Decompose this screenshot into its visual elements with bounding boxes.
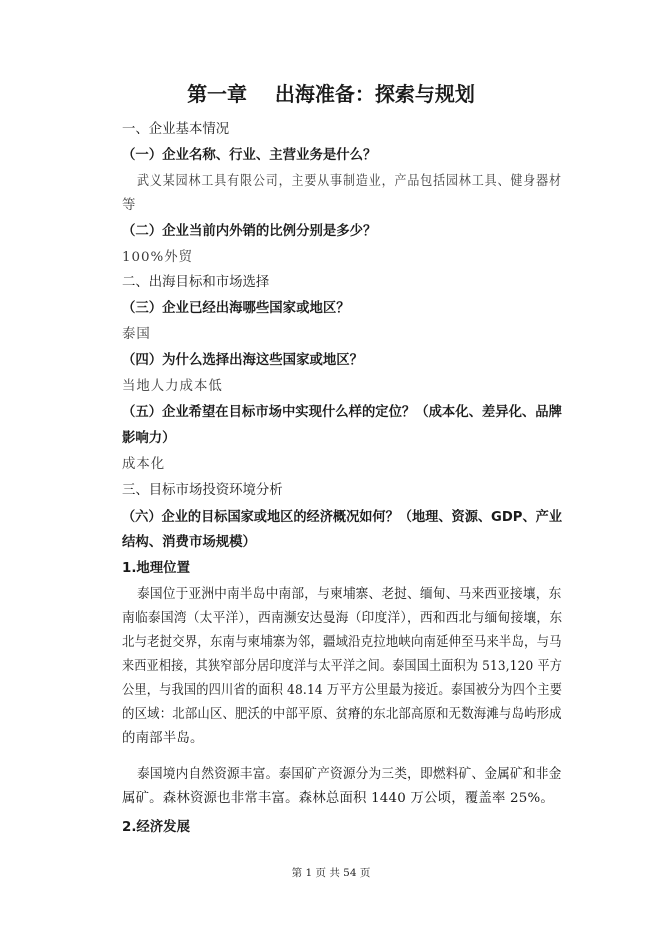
- paragraph-1-line-1: 泰国位于亚洲中南半岛中南部，与柬埔寨、老挝、缅甸、马来西亚接壤，东: [137, 587, 562, 602]
- answer-5: 成本化: [122, 457, 166, 472]
- paragraph-1-line-2: 南临泰国湾（太平洋），西南濒安达曼海（印度洋），西和西北与缅甸接壤，东: [122, 611, 563, 626]
- question-4: （四）为什么选择出海这些国家或地区？: [122, 353, 364, 368]
- answer-2: 100%外贸: [122, 250, 194, 265]
- question-2: （二）企业当前内外销的比例分别是多少？: [122, 224, 377, 239]
- paragraph-1-line-5: 公里，与我国的四川省的面积 48.14 万平方公里最为接近。泰国被分为四个主要: [122, 683, 563, 698]
- subheading-economy: 2.经济发展: [122, 820, 190, 835]
- section-heading-1: 一、企业基本情况: [122, 122, 230, 137]
- chapter-title: 第一章 出海准备：探索与规划: [187, 82, 475, 106]
- answer-4: 当地人力成本低: [122, 379, 223, 394]
- paragraph-1-line-4: 来西亚相接，其狭窄部分居印度洋与太平洋之间。泰国国土面积为 513,120 平方: [122, 659, 563, 674]
- paragraph-1-line-6: 的区域：北部山区、肥沃的中部平原、贫瘠的东北部高原和无数海滩与岛屿形成: [122, 707, 562, 722]
- question-6-line-2: 结构、消费市场规模）: [122, 535, 256, 550]
- paragraph-2-line-2: 属矿。森林资源也非常丰富。森林总面积 1440 万公顷，覆盖率 25%。: [122, 791, 554, 806]
- section-heading-3: 三、目标市场投资环境分析: [122, 483, 283, 498]
- question-6-line-1: （六）企业的目标国家或地区的经济概况如何？（地理、资源、GDP、产业: [122, 510, 563, 525]
- question-5-line-1: （五）企业希望在目标市场中实现什么样的定位？（成本化、差异化、品牌: [122, 405, 562, 420]
- answer-1-line-2: 等: [122, 198, 137, 213]
- paragraph-1-line-7: 的南部半岛。: [122, 731, 204, 746]
- question-1: （一）企业名称、行业、主营业务是什么？: [122, 148, 377, 163]
- question-5-line-2: 影响力）: [122, 431, 176, 446]
- subheading-geography: 1.地理位置: [122, 561, 190, 576]
- paragraph-1-line-3: 北与老挝交界，东南与柬埔寨为邻，疆域沿克拉地峡向南延伸至马来半岛，与马: [122, 635, 562, 650]
- section-heading-2: 二、出海目标和市场选择: [122, 275, 270, 290]
- question-3: （三）企业已经出海哪些国家或地区？: [122, 301, 350, 316]
- page-footer: 第 1 页 共 54 页: [291, 867, 371, 879]
- answer-1-line-1: 武义某园林工具有限公司，主要从事制造业，产品包括园林工具、健身器材: [137, 174, 562, 189]
- answer-3: 泰国: [122, 327, 151, 342]
- paragraph-2-line-1: 泰国境内自然资源丰富。泰国矿产资源分为三类，即燃料矿、金属矿和非金: [137, 767, 562, 782]
